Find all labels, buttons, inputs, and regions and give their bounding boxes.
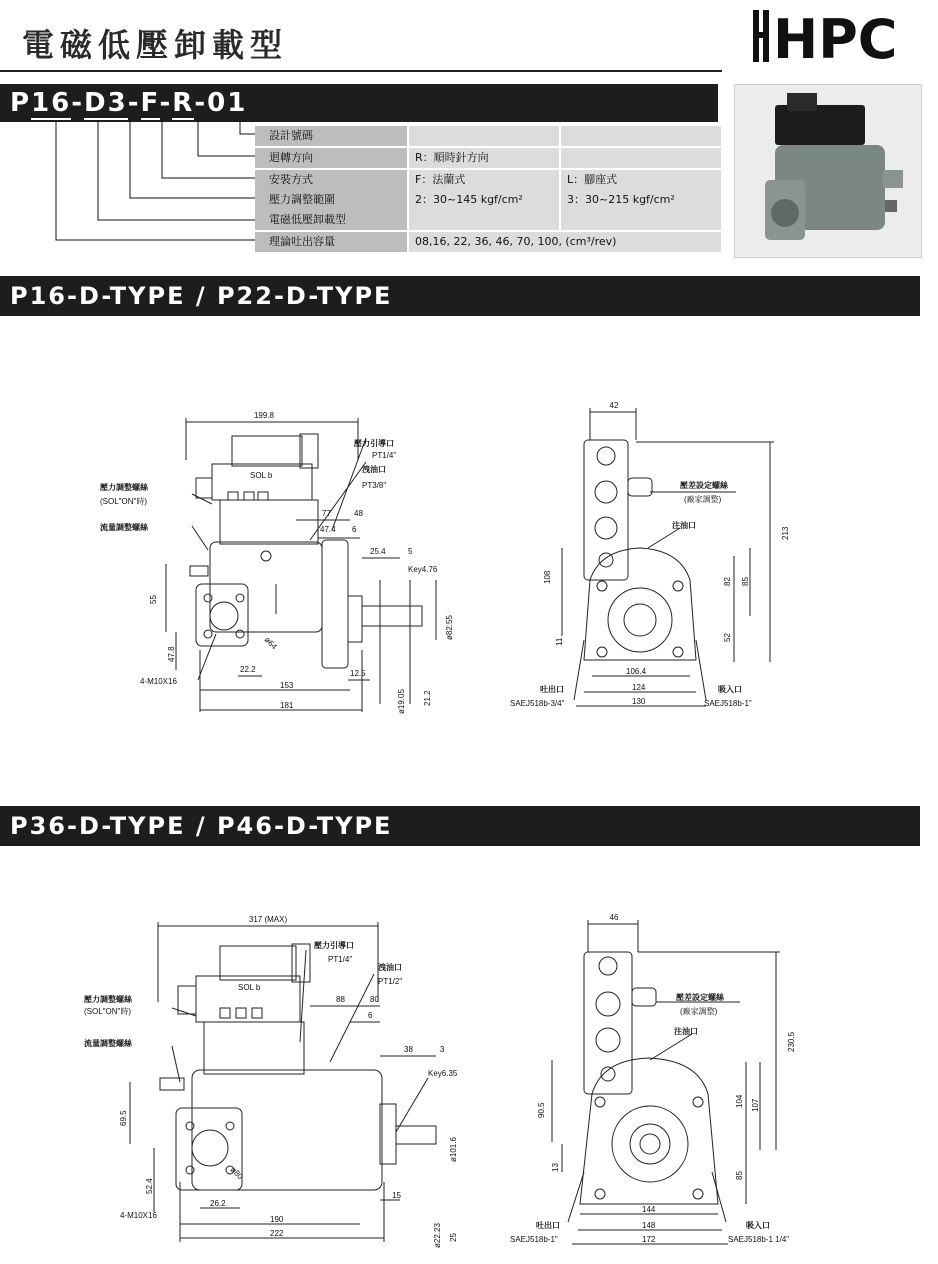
- code-part: F: [140, 88, 160, 118]
- dim-label: 80: [370, 995, 379, 1004]
- dim-label: 230.5: [787, 1031, 796, 1052]
- hpc-logo: [751, 4, 926, 71]
- spec-value: 2：30~145 kgf/cm²: [409, 190, 559, 210]
- dim-label: 38: [404, 1045, 413, 1054]
- port-label: 吸入口: [718, 685, 742, 694]
- code-part: D: [84, 88, 108, 118]
- section-title: P16-D-TYPE / P22-D-TYPE: [10, 282, 393, 310]
- spec-label: 理論吐出容量: [255, 232, 407, 252]
- page-title: 電磁低壓卸載型: [22, 26, 289, 64]
- dim-label: 85: [735, 1171, 744, 1180]
- spec-value: L：腳座式: [561, 170, 721, 190]
- code-part: R: [172, 88, 195, 118]
- port-label: 壓力引導口: [354, 439, 394, 448]
- spec-label: 迴轉方向: [255, 148, 407, 168]
- dim-label: 148: [642, 1221, 656, 1230]
- dim-label: ø64: [262, 635, 279, 652]
- shaft-dim: 21.2: [423, 690, 432, 706]
- port-size: PT1/2": [378, 977, 403, 986]
- dim-label: 108: [543, 570, 552, 584]
- port-spec: SAEJ518b-1": [704, 699, 752, 708]
- code-leaders: [0, 120, 260, 260]
- dim-label: 11: [555, 637, 564, 646]
- spec-value: [409, 126, 559, 146]
- spec-label: 電磁低壓卸載型: [255, 210, 407, 230]
- dim-label: 77: [322, 509, 331, 518]
- port-label: 注油口: [672, 521, 696, 530]
- dim-label: 104: [735, 1094, 744, 1108]
- spec-value: 08,16, 22, 36, 46, 70, 100, (cm³/rev): [409, 232, 721, 252]
- dim-label: 47.8: [167, 646, 176, 662]
- adjust-label: 壓力調整螺絲: [84, 995, 132, 1004]
- dim-label: 222: [270, 1229, 284, 1238]
- dim-label: 85: [741, 577, 750, 586]
- bolt-label: 4-M10X16: [120, 1211, 157, 1220]
- shaft-dim: ø19.05: [397, 689, 406, 714]
- code-part: P: [10, 88, 32, 118]
- dim-label: 317 (MAX): [248, 915, 288, 924]
- dim-label: 3: [440, 1045, 445, 1054]
- port-size: PT1/4": [328, 955, 353, 964]
- adjust-label: 流量調整螺絲: [84, 1039, 132, 1048]
- solenoid-label: SOL b: [250, 471, 273, 480]
- spec-value: [561, 126, 721, 146]
- dim-label: 48: [354, 509, 363, 518]
- header-rule: [0, 70, 722, 72]
- dim-label: 42: [609, 401, 619, 410]
- dim-label: 190: [270, 1215, 284, 1224]
- port-label: 吸入口: [746, 1221, 770, 1230]
- section-title: P36-D-TYPE / P46-D-TYPE: [10, 812, 393, 840]
- dim-label: 153: [280, 681, 294, 690]
- adjust-note: (SOL"ON"時): [100, 497, 148, 506]
- dim-label: 130: [632, 697, 646, 706]
- adjust-note: (廠家調整): [684, 495, 722, 504]
- spec-value: [409, 210, 559, 230]
- spec-label: 安裝方式: [255, 170, 407, 190]
- code-part: -: [159, 88, 173, 118]
- drawing1-front-view: [500, 400, 800, 730]
- solenoid-label: SOL b: [238, 983, 261, 992]
- dim-label: 13: [551, 1163, 560, 1172]
- dim-label: 172: [642, 1235, 656, 1244]
- dim-label: 47.4: [320, 525, 336, 534]
- product-photo: [734, 84, 922, 258]
- shaft-dim: ø82.55: [445, 615, 454, 640]
- logo-text: HPC: [773, 8, 898, 71]
- port-spec: SAEJ518b-1 1/4": [728, 1235, 790, 1244]
- dim-label: 22.2: [240, 665, 256, 674]
- key-label: Key4.76: [408, 565, 438, 574]
- dim-label: 52.4: [145, 1178, 154, 1194]
- dim-label: 46: [609, 913, 619, 922]
- code-part: -01: [194, 88, 248, 118]
- dim-label: 55: [149, 595, 158, 604]
- shaft-dim: ø101.6: [449, 1137, 458, 1162]
- key-label: Key6.35: [428, 1069, 458, 1078]
- drawing1-side-view: [100, 400, 454, 740]
- adjust-label: 壓力調整螺絲: [100, 483, 148, 492]
- model-code: [10, 88, 247, 118]
- dim-label: 88: [336, 995, 345, 1004]
- port-label: 洩油口: [362, 465, 386, 474]
- spec-value: [561, 210, 721, 230]
- dim-label: 6: [352, 525, 357, 534]
- spec-value: [561, 148, 721, 168]
- port-label: 壓力引導口: [314, 941, 354, 950]
- dim-label: 144: [642, 1205, 656, 1214]
- dim-label: 107: [751, 1098, 760, 1112]
- port-label: 吐出口: [536, 1221, 560, 1230]
- dim-label: 124: [632, 683, 646, 692]
- adjust-note: (廠家調整): [680, 1007, 718, 1016]
- dim-label: 90.5: [537, 1102, 546, 1118]
- code-part: 16: [31, 88, 72, 118]
- spec-value: R：順時針方向: [409, 148, 559, 168]
- port-size: PT1/4": [372, 451, 397, 460]
- dim-label: 181: [280, 701, 294, 710]
- port-spec: SAEJ518b-3/4": [510, 699, 565, 708]
- port-spec: SAEJ518b-1": [510, 1235, 558, 1244]
- code-part: -: [127, 88, 141, 118]
- bolt-label: 4-M10X16: [140, 677, 177, 686]
- dim-label: 69.5: [119, 1110, 128, 1126]
- drawing2-side-view: [80, 912, 460, 1252]
- port-label: 注油口: [674, 1027, 698, 1036]
- code-part: 3: [107, 88, 128, 118]
- dim-label: 25.4: [370, 547, 386, 556]
- dim-label: 199.8: [253, 411, 275, 420]
- code-part: -: [71, 88, 85, 118]
- dim-label: 5: [408, 547, 413, 556]
- drawing2-front-view: [500, 912, 800, 1252]
- port-label: 吐出口: [540, 685, 564, 694]
- dim-label: 82: [723, 577, 732, 586]
- adjust-label: 壓差設定螺絲: [680, 481, 728, 490]
- spec-value: 3：30~215 kgf/cm²: [561, 190, 721, 210]
- spec-label: 壓力調整範圍: [255, 190, 407, 210]
- adjust-note: (SOL"ON"時): [84, 1007, 132, 1016]
- dim-label: 106.4: [626, 667, 647, 676]
- dim-label: ø80: [228, 1165, 245, 1182]
- dim-label: 6: [368, 1011, 373, 1020]
- dim-label: 15: [392, 1191, 401, 1200]
- shaft-dim: 25: [449, 1233, 458, 1242]
- spec-label: 設計號碼: [255, 126, 407, 146]
- dim-label: 12.5: [350, 669, 366, 678]
- dim-label: 52: [723, 633, 732, 642]
- shaft-dim: ø22.23: [433, 1223, 442, 1248]
- dim-label: 26.2: [210, 1199, 226, 1208]
- dim-label: 213: [781, 526, 790, 540]
- adjust-label: 流量調整螺絲: [100, 523, 148, 532]
- port-size: PT3/8": [362, 481, 387, 490]
- adjust-label: 壓差設定螺絲: [676, 993, 724, 1002]
- spec-value: F：法蘭式: [409, 170, 559, 190]
- port-label: 洩油口: [378, 963, 402, 972]
